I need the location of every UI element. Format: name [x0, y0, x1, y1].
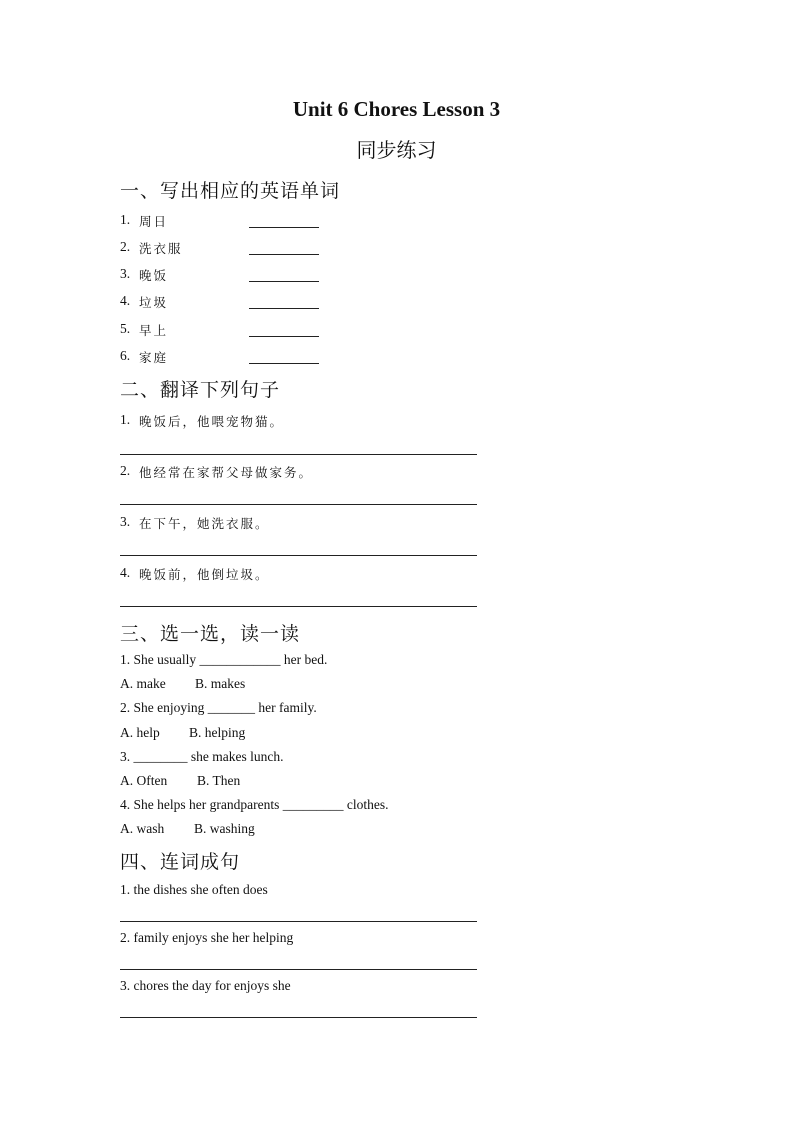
- choice-option-b[interactable]: B. makes: [195, 676, 246, 691]
- translation-sentence: 晚饭前，他倒垃圾。: [139, 567, 270, 582]
- translation-number: 2.: [120, 463, 131, 478]
- choice-question: 1. She usually ____________ her bed.: [120, 652, 328, 667]
- vocab-chinese: 周日: [139, 214, 169, 229]
- choice-question: 4. She helps her grandparents _________ clothes.: [120, 797, 389, 812]
- vocab-number: 5.: [120, 321, 131, 336]
- vocab-chinese: 晚饭: [139, 268, 169, 283]
- translation-sentence: 他经常在家帮父母做家务。: [139, 465, 314, 480]
- translation-number: 4.: [120, 565, 131, 580]
- vocab-number: 1.: [120, 212, 131, 227]
- vocab-answer-blank[interactable]: [249, 281, 319, 282]
- translation-sentence: 在下午，她洗衣服。: [139, 516, 270, 531]
- choice-question: 2. She enjoying _______ her family.: [120, 700, 317, 715]
- vocab-number: 2.: [120, 239, 131, 254]
- vocab-chinese: 家庭: [139, 350, 169, 365]
- vocab-chinese: 垃圾: [139, 295, 169, 310]
- section-4-heading: 四、连词成句: [120, 852, 241, 873]
- translation-answer-line[interactable]: [120, 454, 477, 455]
- section-3-heading: 三、选一选，读一读: [120, 624, 301, 645]
- choice-option-b[interactable]: B. helping: [189, 725, 246, 740]
- reorder-prompt: 1. the dishes she often does: [120, 882, 268, 897]
- vocab-answer-blank[interactable]: [249, 254, 319, 255]
- reorder-prompt: 3. chores the day for enjoys she: [120, 978, 291, 993]
- vocab-number: 4.: [120, 293, 131, 308]
- choice-option-a[interactable]: A. make: [120, 676, 166, 691]
- translation-sentence: 晚饭后，他喂宠物猫。: [139, 414, 285, 429]
- choice-option-b[interactable]: B. Then: [197, 773, 241, 788]
- page-subtitle: 同步练习: [356, 140, 437, 162]
- translation-number: 1.: [120, 412, 131, 427]
- translation-answer-line[interactable]: [120, 606, 477, 607]
- translation-answer-line[interactable]: [120, 555, 477, 556]
- choice-question: 3. ________ she makes lunch.: [120, 749, 284, 764]
- choice-option-b[interactable]: B. washing: [194, 821, 255, 836]
- page-title: Unit 6 Chores Lesson 3: [292, 97, 501, 121]
- vocab-answer-blank[interactable]: [249, 363, 319, 364]
- section-1-heading: 一、写出相应的英语单词: [120, 181, 341, 202]
- vocab-answer-blank[interactable]: [249, 336, 319, 337]
- section-2-heading: 二、翻译下列句子: [120, 380, 281, 401]
- choice-option-a[interactable]: A. wash: [120, 821, 165, 836]
- vocab-answer-blank[interactable]: [249, 308, 319, 309]
- translation-answer-line[interactable]: [120, 504, 477, 505]
- reorder-answer-line[interactable]: [120, 921, 477, 922]
- translation-number: 3.: [120, 514, 131, 529]
- choice-option-a[interactable]: A. help: [120, 725, 160, 740]
- reorder-prompt: 2. family enjoys she her helping: [120, 930, 294, 945]
- reorder-answer-line[interactable]: [120, 1017, 477, 1018]
- vocab-number: 6.: [120, 348, 131, 363]
- vocab-chinese: 洗衣服: [139, 241, 183, 256]
- vocab-chinese: 早上: [139, 323, 169, 338]
- reorder-answer-line[interactable]: [120, 969, 477, 970]
- vocab-answer-blank[interactable]: [249, 227, 319, 228]
- vocab-number: 3.: [120, 266, 131, 281]
- choice-option-a[interactable]: A. Often: [120, 773, 168, 788]
